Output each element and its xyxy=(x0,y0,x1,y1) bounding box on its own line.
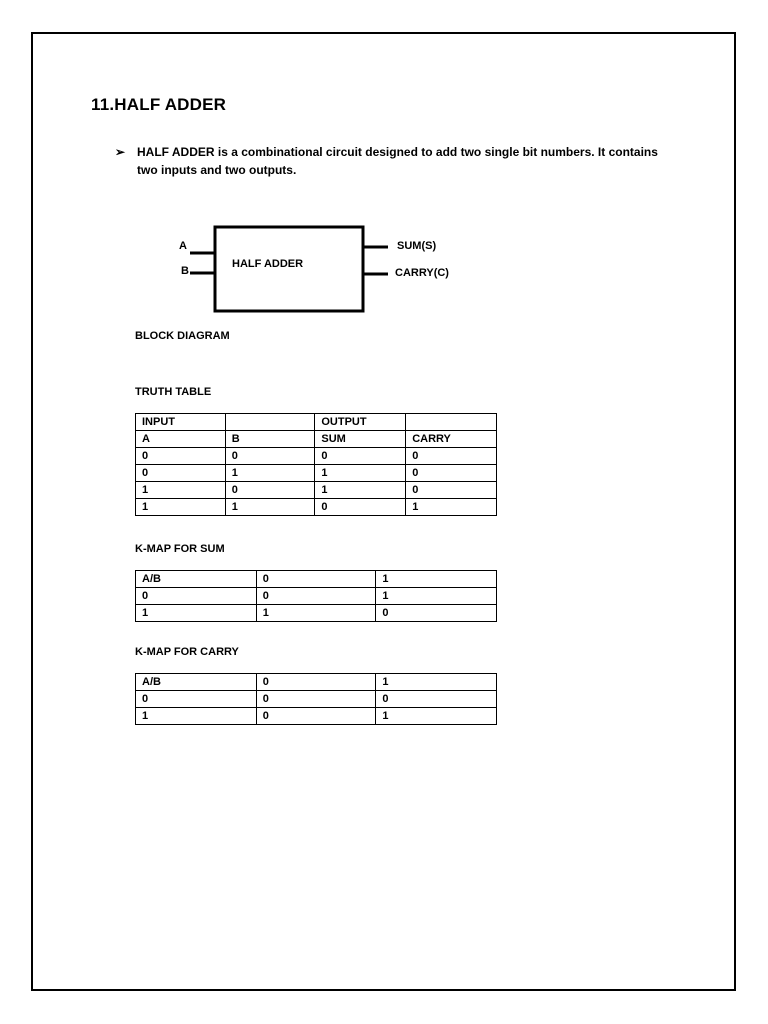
table-cell: 0 xyxy=(376,691,497,708)
table-cell: 1 xyxy=(376,708,497,725)
table-cell: 0 xyxy=(256,708,376,725)
table-cell: 1 xyxy=(136,605,257,622)
table-cell: 1 xyxy=(256,605,376,622)
table-cell: OUTPUT xyxy=(315,414,406,431)
kmap-carry-heading: K-MAP FOR CARRY xyxy=(135,646,239,658)
intro-text: HALF ADDER is a combinational circuit designed to add two single bit numbers. It contains two inputs and two outputs. xyxy=(137,145,658,177)
table-cell: 0 xyxy=(315,499,406,516)
table-cell: 0 xyxy=(256,588,376,605)
table-cell: B xyxy=(225,431,315,448)
kmap-sum-heading: K-MAP FOR SUM xyxy=(135,543,225,555)
kmap-carry-table xyxy=(135,673,497,725)
input-b-label: B xyxy=(181,265,189,277)
table-row xyxy=(136,588,497,605)
table-cell: 0 xyxy=(256,674,376,691)
table-cell: 0 xyxy=(136,465,226,482)
table-row xyxy=(136,708,497,725)
table-cell: 1 xyxy=(225,465,315,482)
table-cell: 1 xyxy=(376,571,497,588)
table-row xyxy=(136,465,497,482)
table-cell: 0 xyxy=(406,465,497,482)
table-cell: 0 xyxy=(376,605,497,622)
kmap-sum-table xyxy=(135,570,497,622)
half-adder-box-label: HALF ADDER xyxy=(232,258,304,270)
table-row xyxy=(136,414,497,431)
table-cell: 0 xyxy=(406,448,497,465)
table-cell: A/B xyxy=(136,674,257,691)
table-cell: SUM xyxy=(315,431,406,448)
table-cell: 1 xyxy=(136,708,257,725)
table-cell: 1 xyxy=(225,499,315,516)
table-row xyxy=(136,448,497,465)
table-cell: 0 xyxy=(256,571,376,588)
table-cell: 1 xyxy=(406,499,497,516)
table-cell: 0 xyxy=(225,482,315,499)
table-row xyxy=(136,571,497,588)
truth-table xyxy=(135,413,497,516)
table-cell: 0 xyxy=(225,448,315,465)
table-row xyxy=(136,431,497,448)
block-diagram xyxy=(160,222,460,327)
arrow-bullet-icon: ➢ xyxy=(115,145,126,159)
table-row xyxy=(136,674,497,691)
table-cell: 1 xyxy=(315,482,406,499)
table-cell xyxy=(225,414,315,431)
table-cell: A/B xyxy=(136,571,257,588)
table-cell: 0 xyxy=(136,691,257,708)
table-cell: CARRY xyxy=(406,431,497,448)
input-a-label: A xyxy=(179,240,187,252)
table-cell: INPUT xyxy=(136,414,226,431)
table-cell: 0 xyxy=(136,448,226,465)
table-cell: A xyxy=(136,431,226,448)
table-cell: 0 xyxy=(406,482,497,499)
output-sum-label: SUM(S) xyxy=(397,240,437,252)
page-title: 11.HALF ADDER xyxy=(91,95,227,114)
truth-table-heading: TRUTH TABLE xyxy=(135,386,212,398)
table-cell: 1 xyxy=(136,499,226,516)
intro-bullet xyxy=(115,143,675,179)
table-cell: 0 xyxy=(256,691,376,708)
table-row xyxy=(136,482,497,499)
table-row xyxy=(136,691,497,708)
table-cell: 1 xyxy=(315,465,406,482)
table-row xyxy=(136,499,497,516)
output-carry-label: CARRY(C) xyxy=(395,267,449,279)
table-cell: 0 xyxy=(315,448,406,465)
table-row xyxy=(136,605,497,622)
table-cell: 1 xyxy=(136,482,226,499)
table-cell: 0 xyxy=(136,588,257,605)
block-diagram-caption: BLOCK DIAGRAM xyxy=(135,330,230,342)
table-cell: 1 xyxy=(376,674,497,691)
table-cell: 1 xyxy=(376,588,497,605)
table-cell xyxy=(406,414,497,431)
